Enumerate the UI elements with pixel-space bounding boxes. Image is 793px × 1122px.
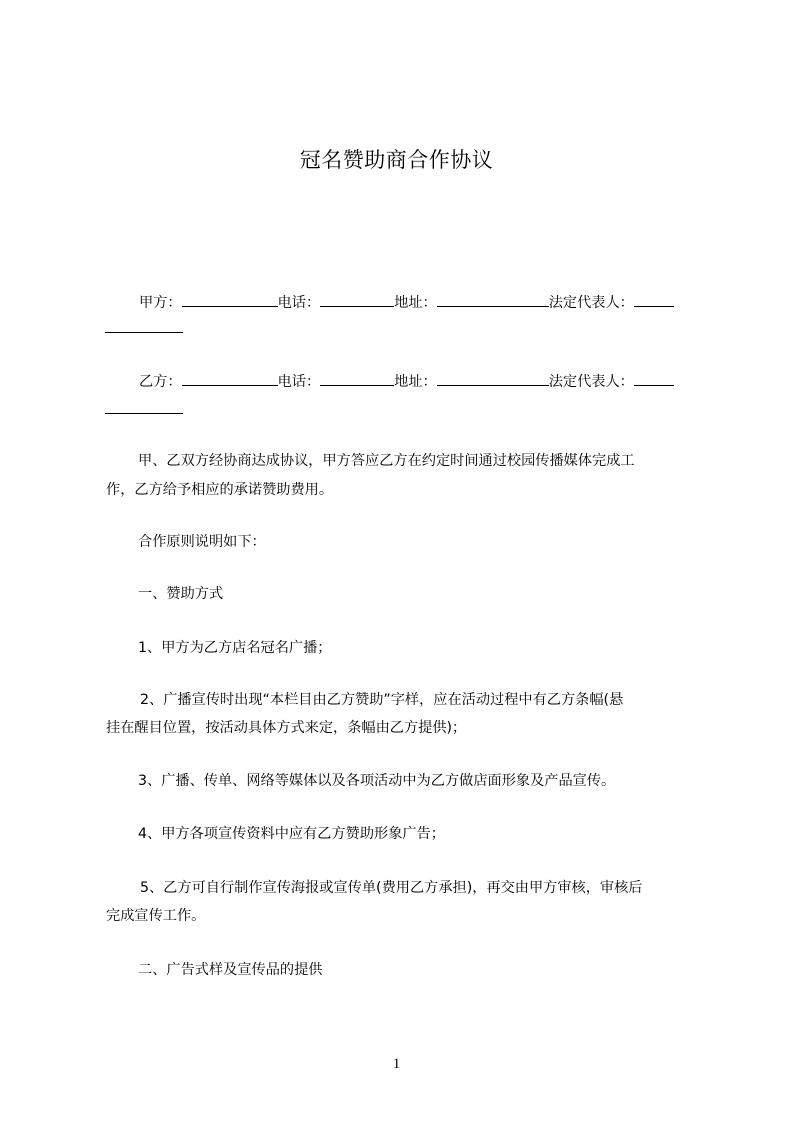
party-a-phone-label: 电话：: [277, 295, 321, 311]
intro-paragraph-line-1: 甲、乙双方经协商达成协议，甲方答应乙方在约定时间通过校园传播媒体完成工: [138, 453, 635, 469]
party-a-rep-label: 法定代表人：: [548, 295, 634, 311]
item-5-line-1: 5、乙方可自行制作宣传海报或宣传单(费用乙方承担)，再交由甲方审核，审核后: [140, 880, 643, 896]
party-b-rep-label: 法定代表人：: [548, 374, 634, 390]
party-a-line: [139, 292, 674, 312]
party-b-address-blank: [437, 371, 549, 386]
item-1: 1、甲方为乙方店名冠名广播；: [138, 640, 332, 656]
party-a-address-label: 地址：: [394, 295, 437, 311]
intro-paragraph-line-2: 作，乙方给予相应的承诺赞助费用。: [106, 482, 334, 498]
item-3: 3、广播、传单、网络等媒体以及各项活动中为乙方做店面形象及产品宣传。: [138, 773, 616, 789]
party-b-phone-label: 电话：: [277, 374, 321, 390]
page-number: 1: [392, 1056, 401, 1072]
section-2-heading: 二、广告式样及宣传品的提供: [138, 962, 323, 978]
party-b-rep-blank: [634, 371, 674, 386]
section-1-heading: 一、赞助方式: [138, 586, 224, 602]
party-b-phone-blank: [320, 371, 394, 386]
party-b-rep-blank-continued: [105, 413, 183, 414]
item-4: 4、甲方各项宣传资料中应有乙方赞助形象广告；: [138, 826, 445, 842]
item-2-line-1: 2、广播宣传时出现“本栏目由乙方赞助”字样，应在活动过程中有乙方条幅(悬: [140, 692, 624, 708]
item-2-line-2: 挂在醒目位置，按活动具体方式来定，条幅由乙方提供)；: [106, 720, 467, 736]
party-a-address-blank: [437, 292, 549, 307]
item-5-line-2: 完成宣传工作。: [106, 908, 206, 924]
party-a-phone-blank: [320, 292, 394, 307]
party-a-name-blank: [182, 292, 278, 307]
principles-heading: 合作原则说明如下：: [138, 534, 266, 550]
party-b-address-label: 地址：: [394, 374, 437, 390]
party-b-label: 乙方：: [139, 374, 182, 390]
party-a-rep-blank-continued: [105, 332, 183, 333]
document-title: 冠名赞助商合作协议: [299, 148, 494, 172]
party-a-rep-blank: [634, 292, 674, 307]
party-a-label: 甲方：: [139, 295, 182, 311]
party-b-name-blank: [182, 371, 278, 386]
party-b-line: [139, 371, 674, 391]
